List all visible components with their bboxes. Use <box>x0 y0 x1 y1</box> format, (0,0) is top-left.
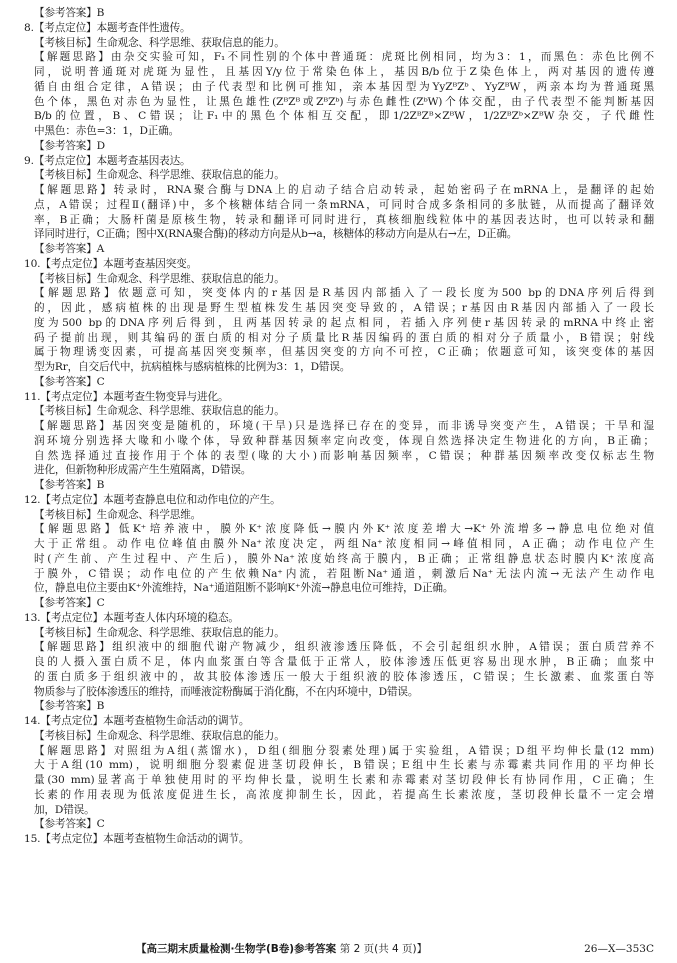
text-line: 的，因此，感病植株的出现是野生型植株发生基因突变导致的，A错误；r基因由R基因内部插入了一段长 <box>34 302 654 314</box>
text-line: 加，D错误。 <box>34 803 95 816</box>
text-line: 9.【考点定位】本题考查基因表达。 <box>24 154 191 167</box>
text-line: 13.【考点定位】本题考查人体内环境的稳态。 <box>24 611 239 624</box>
text-line: 【解题思路】转录时，RNA聚合酶与DNA上的启动子结合启动转录，起始密码子在mRNA上，是翻译的起始 <box>34 184 654 196</box>
text-line: 【参考答案】C <box>34 597 105 609</box>
text-line: 型为Rr，自交后代中，抗病植株与感病植株的比例为3：1，D错误。 <box>34 361 351 373</box>
text-line: 【考核目标】生命观念、科学思维、获取信息的能力。 <box>34 405 285 418</box>
footer-title: 【高三期末质量检测·生物学(B卷)参考答案 第 2 页(共 4 页)】 <box>136 943 428 955</box>
page-footer <box>24 941 654 957</box>
text-line: 【参考答案】C <box>34 375 105 388</box>
text-line: 【考核目标】生命观念、科学思维、获取信息的能力。 <box>34 729 285 742</box>
text-line: 【解题思路】低K⁺培养液中，膜外K⁺浓度降低→膜内外K⁺浓度差增大→K⁺外流增多→静息电位绝对值 <box>34 523 654 536</box>
text-line: 进化，但新物种形成需产生生殖隔离，D错误。 <box>34 464 252 477</box>
text-line: 10.【考点定位】本题考查基因突变。 <box>24 257 198 270</box>
text-line: 大于正常组。动作电位峰值由膜外Na⁺浓度决定，两组Na⁺浓度相同→峰值相同，A正确；动作电位产生 <box>34 538 654 550</box>
text-line: 【解题思路】依题意可知，突变体内的r基因是R基因内部插入了一段长度为500 bp的DNA序列后得到 <box>34 287 654 300</box>
text-line: 度为500 bp的DNA序列后得到，且两基因转录的起点相同，若插入序列使r基因转录的mRNA中终止密 <box>34 316 654 329</box>
text-line: 【考核目标】生命观念、科学思维、获取信息的能力。 <box>34 626 285 639</box>
text-line: 【考核目标】生命观念、科学思维、获取信息的能力。 <box>34 272 285 285</box>
footer-exam-code: 26—X—353C <box>584 943 654 955</box>
text-line: 量(30 mm)显著高于单独使用时的平均伸长量，说明生长素和赤霉素对茎切段伸长有协同作用，C正确；生 <box>34 774 654 786</box>
text-line: 物质参与了胶体渗透压的维持，而唾液淀粉酶属于消化酶，不在内环境中，D错误。 <box>34 685 419 698</box>
text-line: 自然选择通过直接作用于个体的表型(喙的大小)而影响基因频率，C错误；种群基因频率改变仅标志生物 <box>34 449 654 462</box>
text-line: 【参考答案】B <box>34 7 105 19</box>
text-line: 循自由组合定律，A错误；由子代表型和比例可推知，亲本基因型为YyZᴮZᵇ、YyZᴮW，两亲本均为普通斑黑 <box>34 80 654 93</box>
text-line: 时(产生前、产生过程中、产生后)，膜外Na⁺浓度始终高于膜内，B正确；正常组静息状态时膜内K⁺浓度高 <box>34 552 654 565</box>
text-line: 同，说明普通斑对虎斑为显性，且基因Y/y位于常染色体上，基因B/b位于Z染色体上，两对基因的遗传遵 <box>34 66 654 78</box>
text-line: 【考核目标】生命观念、科学思维。 <box>34 508 202 521</box>
text-line: 【参考答案】A <box>34 243 105 255</box>
text-line: 【参考答案】D <box>34 139 106 152</box>
text-line: 8.【考点定位】本题考查伴性遗传。 <box>24 21 191 34</box>
text-line: 【解题思路】基因突变是随机的，环境(干旱)只是选择已存在的变异，而非诱导突变产生，A错误；干旱和湿 <box>34 420 654 432</box>
text-line: 【考核目标】生命观念、科学思维、获取信息的能力。 <box>34 36 285 49</box>
text-line: 【解题思路】组织液中的细胞代谢产物减少，组织液渗透压降低，不会引起组织水肿，A错误；蛋白质营养不 <box>34 641 654 654</box>
text-line: 【参考答案】B <box>34 700 105 713</box>
text-line: 15.【考点定位】本题考查植物生命活动的调节。 <box>24 833 250 845</box>
text-line: 属于物理诱变因素，可提高基因突变频率，但基因突变的方向不可控，C正确；依题意可知，该突变体的基因 <box>34 346 654 359</box>
text-line: 码子提前出现，则其编码的蛋白质的相对分子质量比R基因编码的蛋白质的相对分子质量小，B错误；射线 <box>34 331 654 344</box>
text-line: 点，A错误；过程Ⅱ(翻译)中，多个核糖体结合同一条mRNA，可同时合成多条相同的多肽链，从而提高了翻译效 <box>34 198 654 211</box>
text-line: 【考核目标】生命观念、科学思维、获取信息的能力。 <box>34 169 285 182</box>
text-line: 11.【考点定位】本题考查生物变异与进化。 <box>24 390 229 403</box>
answer-document-page <box>24 6 654 847</box>
text-line: 润环境分别选择大喙和小喙个体，导致种群基因频率定向改变，体现自然选择决定生物进化的方向，B正确； <box>34 434 654 447</box>
text-line: 长素的作用表现为低浓度促进生长，高浓度抑制生长，因此，若提高生长素浓度，茎切段伸长量不一定会增 <box>34 788 654 801</box>
text-line: 大于A组(10 mm)，说明细胞分裂素促进茎切段伸长，B错误；E组中生长素与赤霉素共同作用的平均伸长 <box>34 759 654 772</box>
text-line: B/b的位置，B、C错误；让F₁中的黑色个体相互交配，即1/2ZᴮZᴮ×ZᴮW，1/2ZᴮZᵇ×ZᴮW杂交，子代雌性 <box>34 110 654 123</box>
footer-page-number: 第 2 页(共 4 页)】 <box>339 943 428 955</box>
text-line: 译同时进行，C正确；图中X(RNA聚合酶)的移动方向是从b→a，核糖体的移动方向是从右→左，D正确。 <box>34 228 518 241</box>
text-line: 【参考答案】C <box>34 818 105 831</box>
text-line: 率，B正确；大肠杆菌是原核生物，转录和翻译可同时进行，真核细胞线粒体中的基因表达时，也可以转录和翻 <box>34 213 654 226</box>
text-line: 于膜外，C错误；动作电位的产生依赖Na⁺内流，若阻断Na⁺通道，刺激后Na⁺无法内流→无法产生动作电 <box>34 567 654 580</box>
text-line: 色个体，黑色对赤色为显性，让黑色雄性(ZᴮZᴮ或ZᴮZᵇ)与赤色雌性(ZᵇW)个体交配，由子代表型不能判断基因 <box>34 95 654 108</box>
text-line: 的蛋白质多于组织液中的，故其胶体渗透压一般大于组织液的胶体渗透压，C错误；生长激素、血浆蛋白等 <box>34 670 654 683</box>
text-line: 位，静息电位主要由K⁺外流维持，Na⁺通道阻断不影响K⁺外流→静息电位可维持，D正确。 <box>34 582 454 595</box>
text-line: 12.【考点定位】本题考查静息电位和动作电位的产生。 <box>24 493 281 506</box>
text-line: 14.【考点定位】本题考查植物生命活动的调节。 <box>24 715 250 727</box>
text-line: 中黑色：赤色=3：1，D正确。 <box>34 125 180 137</box>
text-line: 【参考答案】B <box>34 479 105 491</box>
text-line: 【解题思路】对照组为A组(蒸馏水)，D组(细胞分裂素处理)属于实验组，A错误；D组平均伸长量(12 mm) <box>34 744 654 757</box>
text-line: 【解题思路】由杂交实验可知，F₁不同性别的个体中普通斑：虎斑比例相同，均为3：1，而黑色：赤色比例不 <box>34 51 654 64</box>
text-line: 良的人摄入蛋白质不足，体内血浆蛋白等含量低于正常人，胶体渗透压低更容易出现水肿，B正确；血浆中 <box>34 656 654 668</box>
